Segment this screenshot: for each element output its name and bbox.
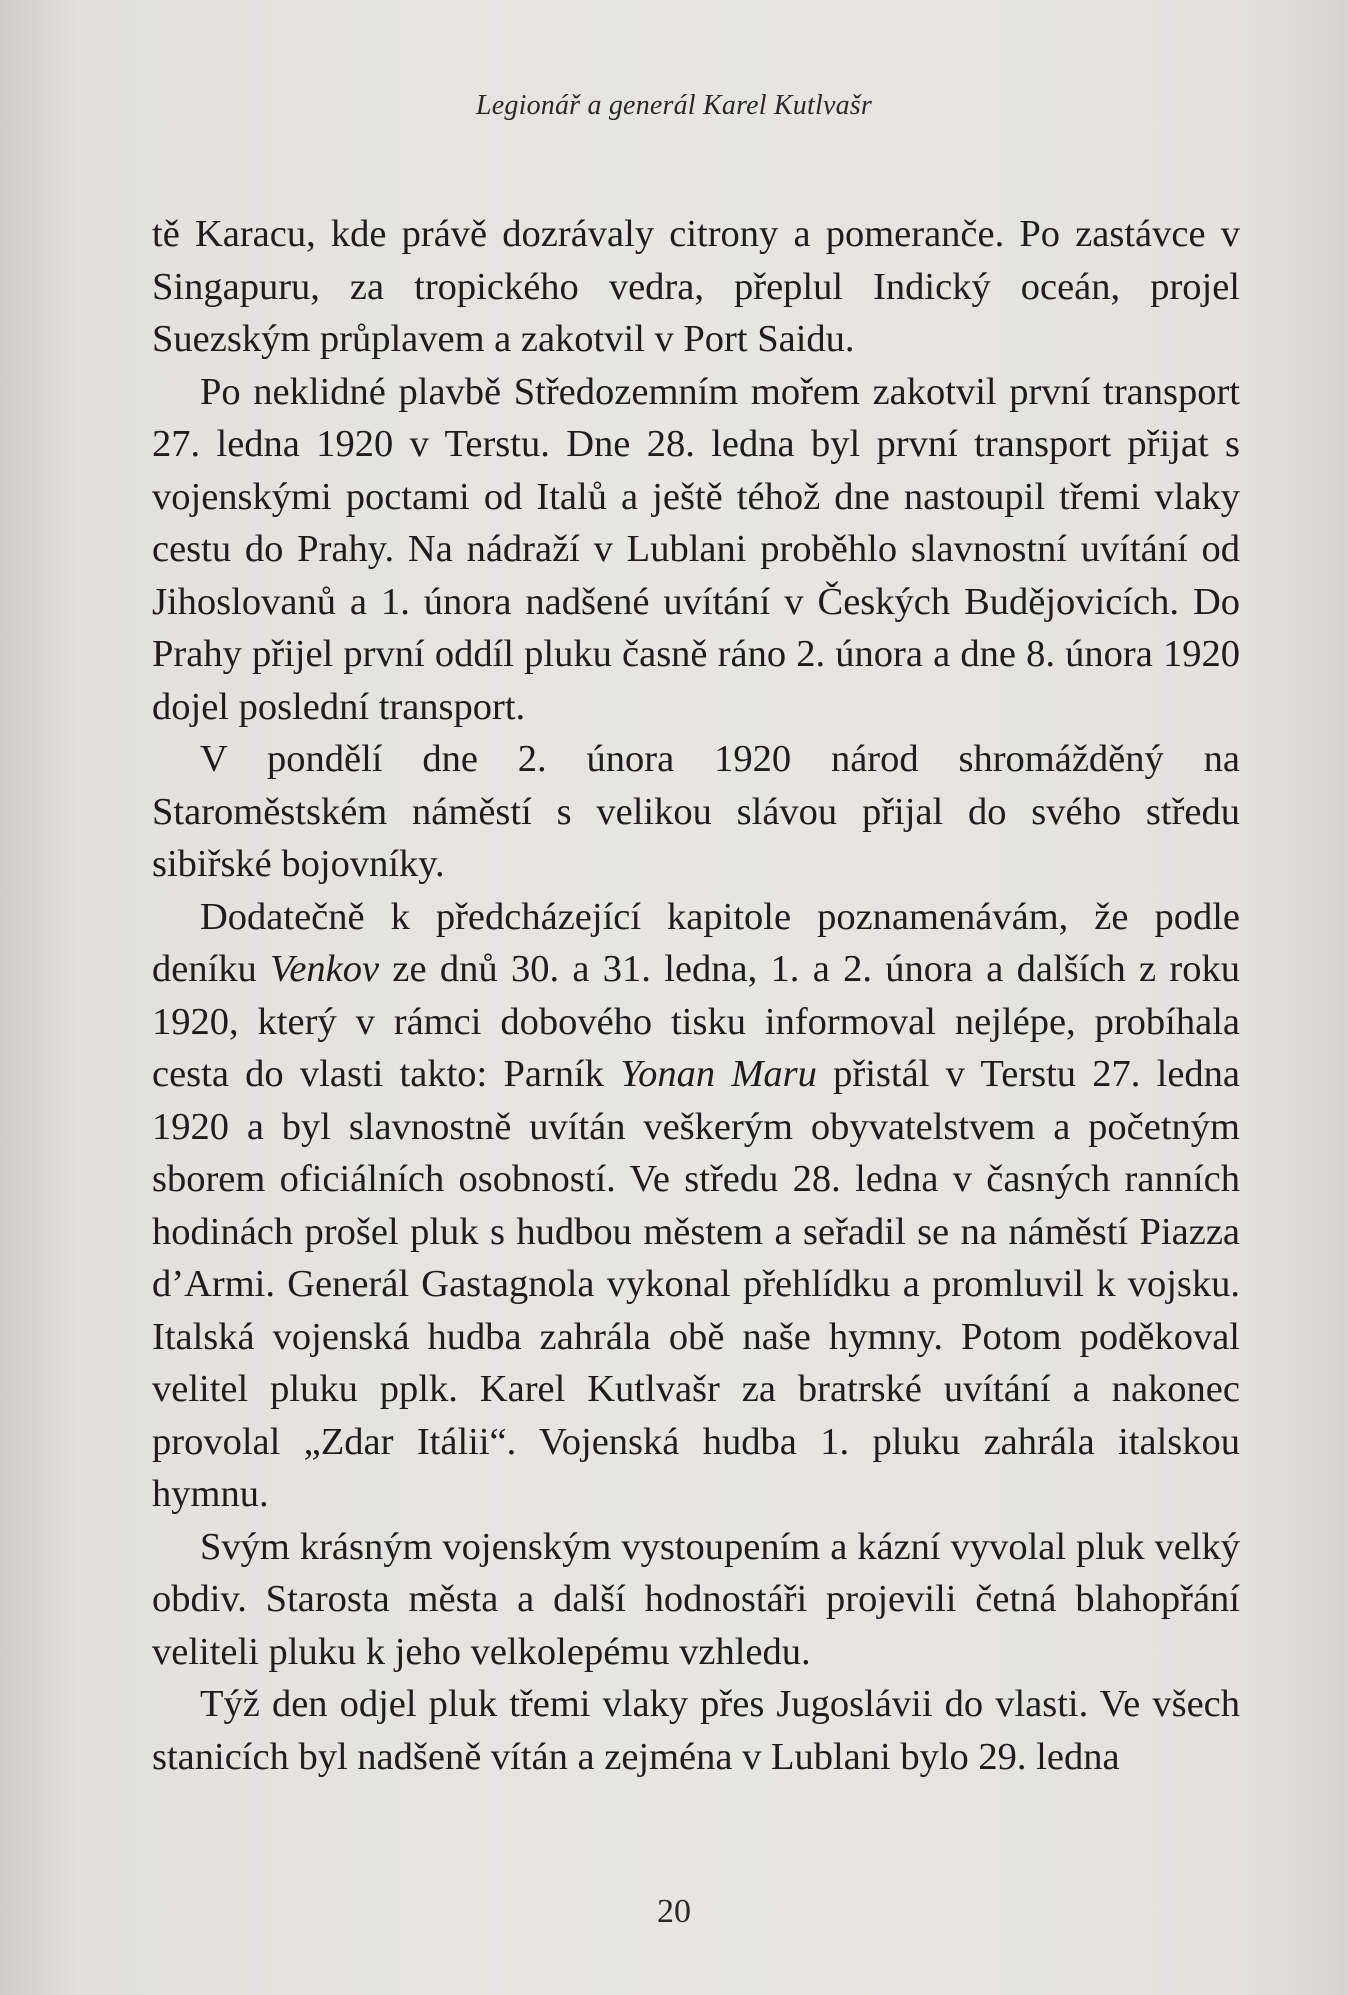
text-run: přistál v Terstu 27. ledna 1920 a byl slavnostně uvítán veškerým obyvatelstvem a početným sborem oficiálních osobností. Ve středu 28. ledna v časných ranních hodinách prošel pluk s hudbou městem a seřadil se na náměstí Piazza d’Armi. Generál Gastagnola vykonal přehlídku a promluvil k vojsku. Italská vojenská hudba zahrála obě naše hymny. Potom poděkoval velitel pluku pplk. Karel Kutlvašr za bratrské uvítání a nakonec provolal „Zdar Itálii“. Vojenská hudba 1. pluku zahrála italskou hymnu.: [152, 1053, 1240, 1515]
newspaper-title: Venkov: [270, 948, 380, 990]
paragraph: V pondělí dne 2. února 1920 národ shromážděný na Staroměstském náměstí s velikou slávou přijal do svého středu sibiřské bojovníky.: [152, 738, 1240, 885]
running-head: Legionář a generál Karel Kutlvašr: [475, 90, 872, 121]
ship-name: Yonan Maru: [620, 1053, 817, 1095]
paragraph: Svým krásným vojenským vystoupením a kázní vyvolal pluk velký obdiv. Starosta města a další hodnostáři projevili četná blahopřání veliteli pluku k jeho velkolepému vzhledu.: [152, 1525, 1240, 1673]
text-run: Dodatečně k předcházející kapitole poznamenávám, že podle deníku: [152, 895, 1240, 990]
paragraph: Týž den odjel pluk třemi vlaky přes Jugoslávii do vlasti. Ve všech stanicích byl nadšeně vítán a zejména v Lublani bylo 29. ledna: [152, 1683, 1240, 1778]
page-number: 20: [657, 1893, 691, 1930]
paragraph: [152, 891, 1240, 1521]
paragraph: Po neklidné plavbě Středozemním mořem zakotvil první transport 27. ledna 1920 v Terstu. Dne 28. ledna byl první transport přijat s vojenskými poctami od Italů a ještě téhož dne nastoupil třemi vlaky cestu do Prahy. Na nádraží v Lublani proběhlo slavnostní uvítání od Jihoslovanů a 1. února nadšené uvítání v Českých Budějovicích. Do Prahy přijel první oddíl pluku časně ráno 2. února a dne 8. února 1920 dojel poslední transport.: [152, 370, 1240, 728]
body-text: [152, 208, 1240, 1783]
text-run: ze dnů 30. a 31. ledna, 1. a 2. února a dalších z roku 1920, který v rámci dobového tisku informoval nejlépe, probíhala cesta do vlasti takto: Parník: [152, 948, 1240, 1095]
paragraph: tě Karacu, kde právě dozrávaly citrony a pomeranče. Po zastávce v Singapuru, za tropického vedra, přeplul Indický oceán, projel Suezským průplavem a zakotvil v Port Saidu.: [152, 213, 1240, 360]
